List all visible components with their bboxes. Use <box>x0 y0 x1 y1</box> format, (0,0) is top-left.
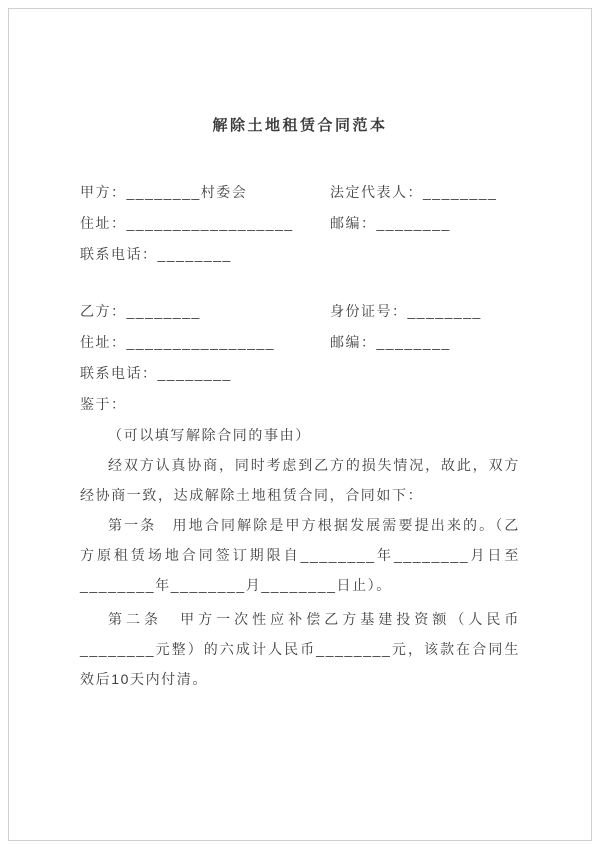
party-b-row <box>80 296 520 327</box>
article-1-paragraph: 第一条 用地合同解除是甲方根据发展需要提出来的。（乙方原租赁场地合同签订期限自________年________月日至________年________月________日止）。 <box>80 517 520 593</box>
reason-note: （可以填写解除合同的事由） <box>108 427 311 443</box>
party-a-phone-field: 联系电话：________ <box>80 246 232 262</box>
party-b-address-field: 住址：________________ <box>80 334 276 350</box>
party-a-address-field: 住址：__________________ <box>80 215 294 231</box>
party-b-field: 乙方：________ <box>80 303 201 319</box>
party-b-phone-field: 联系电话：________ <box>80 365 232 381</box>
party-b-address-row <box>80 327 520 358</box>
party-b-postcode-field: 邮编：________ <box>330 334 451 350</box>
party-a-field: 甲方：________村委会 <box>80 184 248 200</box>
legal-representative-field: 法定代表人：________ <box>330 184 498 200</box>
contract-document <box>80 0 520 694</box>
parties-section <box>80 177 520 420</box>
whereas-label: 鉴于： <box>80 396 127 412</box>
whereas-row <box>80 389 520 420</box>
party-b-id-field: 身份证号：________ <box>330 303 482 319</box>
party-b-phone-row <box>80 358 520 389</box>
party-a-phone-row <box>80 239 520 270</box>
party-a-address-row <box>80 208 520 239</box>
document-title: 解除土地租赁合同范本 <box>212 117 388 134</box>
preamble-paragraph: 经双方认真协商，同时考虑到乙方的损失情况，故此，双方经协商一致，达成解除土地租赁合同，合同如下： <box>80 457 520 503</box>
article-2-paragraph: 第二条 甲方一次性应补偿乙方基建投资额（人民币________元整）的六成计人民币________元，该款在合同生效后10天内付清。 <box>80 611 520 687</box>
contract-body <box>80 420 520 694</box>
party-a-row <box>80 177 520 208</box>
party-a-postcode-field: 邮编：________ <box>330 215 451 231</box>
